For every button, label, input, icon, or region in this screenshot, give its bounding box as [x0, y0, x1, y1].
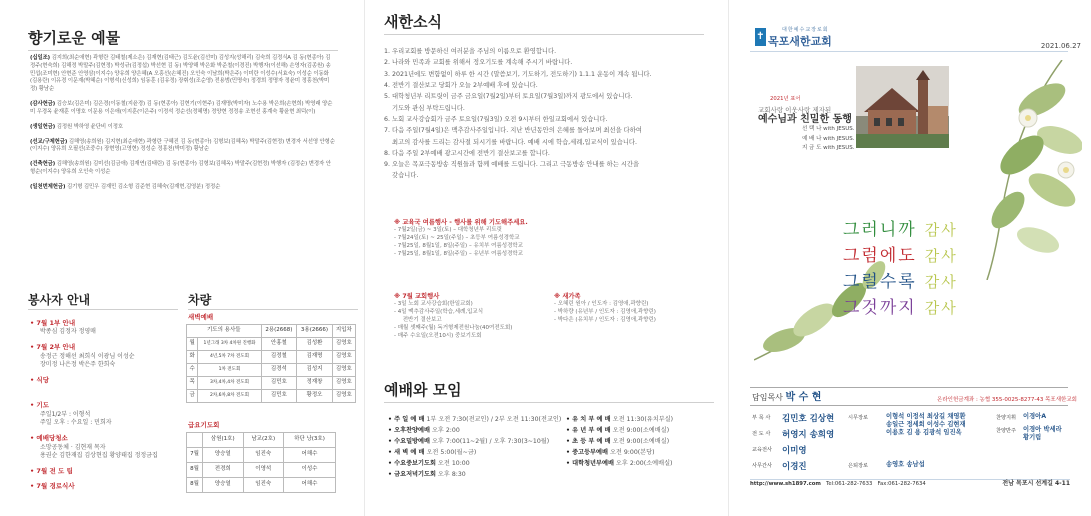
church-name: 목포새한교회 [768, 35, 832, 48]
volunteer-names: 소망공동체 · 김현재 목자 [40, 443, 106, 451]
offering-paragraph: (감사헌금) 김승보(김은미) 김은경(이동철(지윤경) 김 동(현종아) 김현기(이현주) 김재명(박미자) 노수용 박은희(손현희) 박영래 양순미 우경옥 윤재훈 이명호 이문용 이은애(이지훈(이은주) 이정석 정순선(정혜명) 정양현 정정송 조현선 홍계숙 황윤현 최덕(이) [30, 101, 333, 115]
vehicles-title: 차량 [188, 293, 212, 307]
staff-role: 찬양지휘 [996, 415, 1017, 421]
table-cell: 김영호 [332, 390, 355, 403]
table-cell: 7월 [187, 448, 203, 463]
offering-paragraph: (생일헌금) 김정원 박하영 윤단비 이정호 [30, 123, 123, 130]
staff-name: 김민호 김상현 [782, 414, 835, 424]
worship-row: • 새 벽 예 배 오전 5:00(월~금) [388, 448, 477, 456]
thanks-phrase: 그럴수록 감사 [843, 272, 958, 292]
table-cell: 목 [187, 377, 198, 390]
table-header-row [187, 325, 356, 338]
table-cell: 어해수 [283, 448, 335, 463]
volunteer-category: • 예배당청소 [30, 434, 68, 443]
divider [750, 51, 1068, 52]
table-cell: 안홍철 [261, 338, 297, 351]
list-item: 7. 다음 주일(7월4일)은 맥추감사주일입니다. 지난 반년동안의 은혜를 돌아보며 최선을 다하여 [384, 127, 642, 135]
bulletin-date: 2021.06.27 [1040, 42, 1081, 50]
table-cell: 양승열 [203, 478, 243, 493]
table-cell: 김경석 [261, 364, 297, 377]
worship-row: • 중고등부예배 오전 9:00(본당) [566, 448, 655, 456]
list-item: 6. 노회 교사강습회가 금주 토요일(7월3일) 오전 9시부터 한일교회에서 있습니다. [384, 115, 608, 123]
divider [384, 402, 714, 403]
volunteer-category: • 식당 [30, 375, 49, 384]
worship-schedule [388, 416, 718, 480]
list-item: - 4일 맥추감사주일(학습,세례,입교식 [394, 309, 484, 316]
table-cell: 김민호 [261, 390, 297, 403]
table-cell: 어해수 [283, 478, 335, 493]
table-row [187, 351, 356, 364]
staff-role: 전 도 사 [752, 431, 771, 437]
worship-row: • 유 치 부 예 배 오전 11:30(유치부실) [566, 416, 674, 423]
list-item: - 매월 셋째주(월) 독거형제전원나눔(40여전도회) [394, 325, 513, 332]
table-cell: 월 [187, 338, 198, 351]
volunteer-category: • 7월 1부 안내 [30, 319, 76, 327]
list-item: - 7월2일(금) ~ 3일(토) – 대학청년부 리트릿 [394, 227, 502, 234]
table-cell: 이성수 [283, 463, 335, 478]
table-cell: 김영호 [332, 364, 355, 377]
table-row [187, 377, 356, 390]
list-item: 4. 전반기 결산보고 당회가 오늘 2부예배 후에 있습니다. [384, 81, 538, 89]
staff-name: 이경진 [782, 462, 807, 472]
year-motto-label: 2021년 표어 [770, 96, 801, 102]
fax-number: Fax:061-282-7634 [877, 481, 926, 487]
staff-name: 이미영 [782, 446, 807, 456]
volunteer-names: 주일1/2부 : 이형석 [40, 410, 91, 418]
table-header: 남교(2호) [243, 433, 283, 448]
table-cell: 김정철 [261, 351, 297, 364]
table-header: 지입차 [332, 325, 355, 338]
table-cell: 이영석 [243, 463, 283, 478]
volunteer-category: • 기도 [30, 401, 49, 410]
worship-row: • 대학청년부예배 오후 2:00(소예배실) [566, 459, 673, 467]
offerings-title: 향기로운 예물 [28, 29, 121, 47]
table-row [187, 478, 336, 493]
thanks-phrase: 그럼에도 감사 [843, 246, 958, 266]
table-header: 삼원(1호) [203, 433, 243, 448]
staff-name: 허영지 송희영 [782, 430, 835, 440]
volunteer-names: 박종심 김정자 정영매 [40, 328, 96, 336]
offering-paragraph: (일천번제헌금) 김기형 김민우 김재민 김소형 김준현 김혜숙(김재현,김영분) 정정순 [30, 183, 221, 190]
staff-name: 이경아A [1023, 413, 1047, 420]
worship-row: • 초 등 부 예 배 오전 9:00(소예배실) [566, 437, 670, 445]
table-header [187, 433, 203, 448]
table-header: 하단 낭(3호) [283, 433, 335, 448]
worship-row: • 수요밀방예배 오후 7:00(11~2월) / 오후 7:30(3~10월) [388, 437, 550, 445]
list-item: 2. 나라와 민족과 교회를 위해서 정오기도를 계속해 주시기 바랍니다. [384, 59, 573, 67]
table-header-row [187, 433, 336, 448]
elder-names: 이형석 이정석 최상길 채영환 송일근 정세희 이성수 김현재 이용호 김 용 김광석 임진옥 [886, 413, 966, 437]
worship-row: • 오후찬양예배 오후 2:00 [388, 426, 460, 434]
offering-paragraph: (십일조) 김지희(최순애현) 곽형란 김태철(제소은) 김재현(김태근) 김도윤(김선미) 김성지(성해리) 김숙희 김정식A 김 동(현종아) 김정주(현숙희) 김해정 박말주(김현정) 박성규(김정섭) 박선현 김 동) 박양해 박은화 박준철(이경진) 박행자(이선해) 손영자(김종원) 송민섭(조미현) 안현준 안영삼(이지수) 양유희 양은혜(A 오흥선(손혜진) 오인숙 이남희(박은주) 이미란 이성수(서효숙) 이성순 이동화(김용란) 이유경 이문재(박혜순) 이형석(신성희) 임동훈 (김유정) 장휘성(조순영) 전용범(민명숙) 정경희 정명자 정윤미 정흥천(박미정) 황남순 [30, 55, 331, 93]
table-row [187, 463, 336, 478]
meal-subtitle: 급요기도회 [188, 421, 220, 429]
table-cell: 1년그래 3차 4차원 진행화 [198, 338, 261, 351]
volunteer-names: 주일 오후 : 수요일 : 민희자 [40, 419, 112, 427]
vehicles-subtitle: 새벽예배 [188, 313, 214, 321]
leaf-decoration-icon [942, 60, 1082, 280]
thanks-phrase: 그것까지 감사 [843, 298, 958, 318]
section-heading: ※ 7월 교회행사 [394, 293, 440, 300]
motto-lines: 선 택 나 with JESUS. 예 배 나 with JESUS. 지 금 도 with JESUS. [802, 126, 855, 152]
staff-role: 찬양반주 [996, 428, 1017, 434]
staff-name: 송영호 송남섭 [886, 461, 925, 468]
vehicle-table [186, 324, 356, 403]
table-cell: 황정오 [297, 390, 333, 403]
news-list [384, 47, 709, 183]
divider [188, 309, 358, 310]
table-header: 2용(2668) [261, 325, 297, 338]
staff-name: 이경아 박세라 황기림 [1023, 426, 1062, 442]
table-header: 3용(2666) [297, 325, 333, 338]
section-heading: ※ 새가족 [554, 293, 581, 300]
volunteer-list [30, 313, 180, 492]
table-cell: 수 [187, 364, 198, 377]
online-offering-account: 온라인헌금계좌 : 농협 355-0025-8277-43 목포새한교회 [937, 397, 1077, 403]
table-row [187, 364, 356, 377]
volunteer-category: • 7월 전 도 팀 [30, 466, 73, 475]
list-item: 3. 2021년에도 변함없이 하루 한 시간 (말씀보기, 기도하기, 전도하기) 1.1.1 운동이 계속 됩니다. [384, 70, 652, 78]
list-item: - 매주 수요일(오전10시) 중보기도회 [394, 333, 482, 339]
offerings-list [30, 55, 335, 199]
staff-role: 은퇴장로 [848, 463, 869, 469]
thanks-phrase: 그러니까 감사 [843, 220, 958, 240]
list-item: 5. 대학청년부 리트릿이 금주 금요일(7월2일)부터 토요일(7월3일)까지 광도에서 있습니다. [384, 93, 633, 101]
church-logo-icon: ✝ [755, 28, 766, 46]
footer-contact [750, 479, 1070, 490]
table-cell: 김재명 [297, 351, 333, 364]
phone-number: Tel:061-282-7633 [826, 481, 873, 487]
worship-row: • 수요중보기도회 오전 10:00 [388, 459, 470, 467]
worship-row: • 주 일 예 배 1부 오전 7:30(전교인) / 2부 오전 11:30(전교인) [388, 416, 562, 423]
table-cell: 정재창 [297, 377, 333, 390]
list-item: 1. 우리교회를 방문하신 여러분을 주님의 이름으로 환영합니다. [384, 48, 557, 55]
list-item: - 박하량 (유년부 / 인도자 : 김영애,곽향린) [554, 309, 656, 316]
list-item: - 7월24일(토) ~ 25일(주일) – 초등부 여름성경학교 [394, 235, 520, 242]
meal-table [186, 432, 336, 493]
worship-title: 예배와 모임 [384, 381, 462, 399]
senior-pastor: 담임목사 박 수 현 [752, 392, 822, 403]
news-title: 새한소식 [384, 13, 442, 31]
staff-role: 교육전사 [752, 447, 773, 453]
divider [384, 34, 704, 35]
list-item: 9. 오늘은 목포극동방송 직원들과 함께 예배를 드립니다. 그리고 극동방송 안내를 하는 시간을 [384, 161, 640, 169]
staff-role: 부 목 사 [752, 415, 771, 421]
table-cell: 김민호 [261, 377, 297, 390]
table-cell: 김영호 [332, 351, 355, 364]
volunteer-category: • 7월 2부 안내 [30, 343, 76, 352]
table-row [187, 338, 356, 351]
table-cell: 전경희 [203, 463, 243, 478]
list-item: 갖습니다. [392, 172, 419, 180]
table-cell: 임진숙 [243, 478, 283, 493]
address: 전남 목포시 선계길 4-11 [1002, 480, 1070, 487]
staff-role: 사무간사 [752, 463, 773, 469]
list-item: 8. 다음 주일 2부예배 광고시간에 전반기 결산보고를 합니다. [384, 149, 550, 157]
worship-row: • 유 년 부 예 배 오전 9:00(소예배실) [566, 426, 670, 434]
volunteer-names: 장미정 나은정 박은주 한희숙 [40, 361, 116, 369]
offering-paragraph: (선교/구제헌금) 김해영(송희원) 김지현(최순애현) 곽형란 구혜진 김 동(현종아) 김형보(김혜옥) 박말주(김현정) 변경자 서선영 안형순(이지수) 양유희 오필선(조중수) 장현영(고영현) 정성순 정흥천(박미정) 황남순 [30, 138, 335, 153]
list-item: - 박다은 (유치부 / 인도자 : 김영애,곽향린) [554, 317, 656, 324]
website-link[interactable]: http://www.sh1897.com [750, 481, 821, 487]
table-cell: 김성환 [297, 338, 333, 351]
church-events [394, 292, 544, 341]
table-cell: 김영호 [332, 377, 355, 390]
table-row [187, 390, 356, 403]
table-cell: 금 [187, 390, 198, 403]
table-cell: 2차,6차,8차 전도회 [198, 390, 261, 403]
year-slogan: 교회사랑 이웃사랑 제자된 예수님과 친밀한 동행 [758, 106, 852, 126]
table-cell: 화 [187, 351, 198, 364]
list-item: - 7월25일, 8월1일, 8일(주일) – 유년부 여름성경학교 [394, 251, 524, 258]
list-item: 기도와 관심 부탁드립니다. [392, 104, 465, 112]
table-cell: 양승열 [203, 448, 243, 463]
divider [750, 405, 1068, 406]
table-cell: 3차,4차,4차 전도회 [198, 377, 261, 390]
divider [28, 309, 178, 310]
table-cell: 임진숙 [243, 448, 283, 463]
section-heading: ※ 교육국 여름행사 - 행사를 위해 기도해주세요. [394, 219, 528, 226]
volunteer-title: 봉사자 안내 [28, 293, 91, 307]
education-events [394, 218, 614, 259]
table-header: 기도의 용사들 [187, 325, 262, 338]
divider [28, 50, 338, 51]
list-item: - 오혜린 원아 / 인도자 : 김영애,곽향린) [554, 301, 649, 308]
volunteer-names: 용권순 김한재집 김상현집 황양태집 정정금집 [40, 452, 158, 460]
table-cell: 김영호 [332, 338, 355, 351]
offering-paragraph: (건축헌금) 김해영(송희원) 김미선(김금애) 김재연(김태린) 김 동(현종아) 김형보(김혜옥) 박말주(김현정) 박행자 (김정순) 변경자 안형순(이지수) 양유희 오인숙 이성순 [30, 161, 331, 176]
table-cell: 김성지 [297, 364, 333, 377]
divider [750, 387, 1068, 388]
table-cell: 8월 [187, 463, 203, 478]
list-item: 최고의 감사를 드리는 감사절 되시기를 바랍니다. 예배 시에 학습,세례,입교식이 있습니다. [392, 138, 638, 146]
new-family [554, 292, 714, 325]
table-cell: 8월 [187, 478, 203, 493]
volunteer-names: 송정근 정해선 최희식 이광님 이성순 [40, 352, 135, 360]
list-item: 전반기 결산보고 [394, 317, 442, 324]
list-item: - 7월25일, 8월1일, 8일(주일) – 유치부 여름성경학교 [394, 243, 524, 250]
table-cell: 4년,5차 7차 전도회 [198, 351, 261, 364]
volunteer-category: • 7월 경로식사 [30, 482, 75, 491]
church-building-illustration [856, 66, 949, 148]
worship-row: • 금요저녁기도회 오후 8:30 [388, 470, 466, 478]
staff-role: 시무장로 [848, 415, 869, 421]
list-item: - 3일 노회 교사강습회(한일교회) [394, 301, 473, 308]
table-row [187, 448, 336, 463]
table-cell: 1차 전도회 [198, 364, 261, 377]
denomination: 대한예수교장로회 [782, 27, 829, 33]
